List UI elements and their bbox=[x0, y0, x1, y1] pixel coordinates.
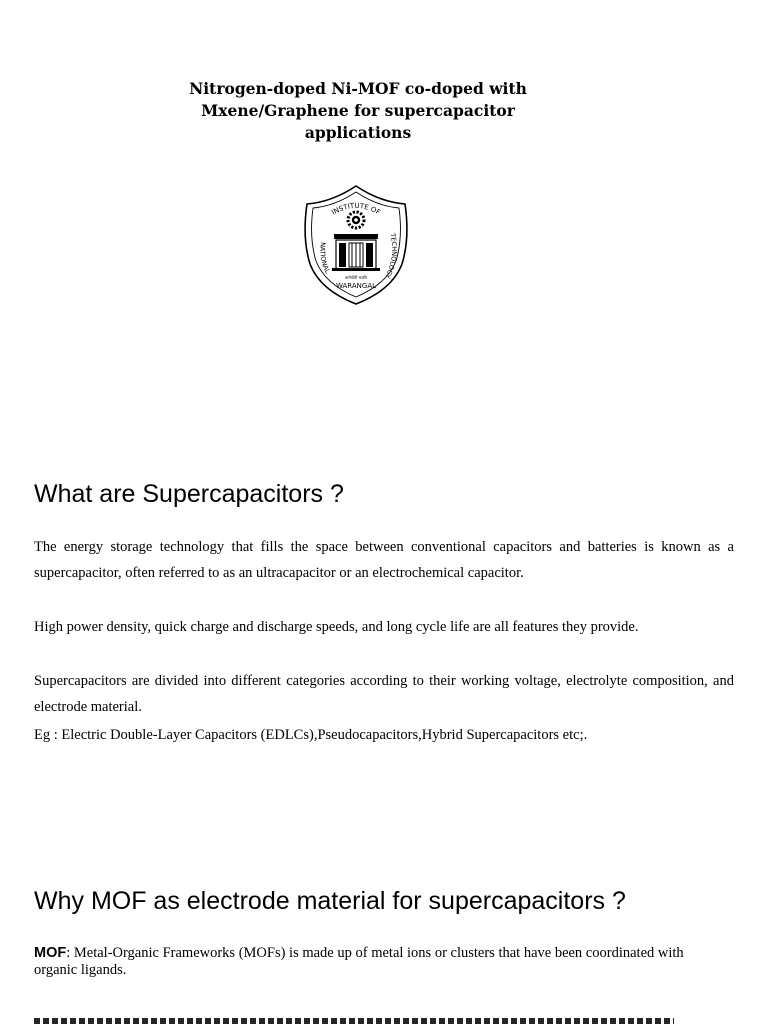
paragraph-features: High power density, quick charge and discharge speeds, and long cycle life are all features they provide. bbox=[34, 619, 639, 635]
title-line-1: Nitrogen-doped Ni-MOF co-doped with bbox=[189, 79, 527, 98]
mof-definition-text: : Metal-Organic Frameworks (MOFs) is made up of metal ions or clusters that have been coordinated with organic ligands. bbox=[34, 945, 684, 978]
logo-top-text: INSTITUTE OF bbox=[330, 201, 382, 217]
title-line-3: applications bbox=[304, 123, 412, 142]
shield-emblem-icon bbox=[302, 182, 410, 306]
paragraph-definition: The energy storage technology that fills the space between conventional capacitors and batteries is known as a supercapacitor, often referred to as an ultracapacitor or an electrochemical capacitor. bbox=[34, 539, 734, 581]
title-line-2: Mxene/Graphene for supercapacitor bbox=[201, 101, 515, 120]
logo-bottom-text: WARANGAL bbox=[335, 282, 377, 290]
paragraph-mof-definition bbox=[34, 945, 724, 979]
section-heading-supercapacitors: What are Supercapacitors ? bbox=[34, 480, 344, 508]
next-line-cut-off bbox=[34, 1018, 674, 1024]
section-heading-mof: Why MOF as electrode material for supercapacitors ? bbox=[34, 887, 626, 915]
document-title bbox=[0, 78, 716, 144]
logo-right-text: TECHNOLOGY bbox=[383, 232, 399, 280]
logo-left-text: NATIONAL bbox=[318, 241, 332, 275]
paragraph-examples: Eg : Electric Double-Layer Capacitors (EDLCs),Pseudocapacitors,Hybrid Supercapacitors etc;. bbox=[34, 727, 588, 743]
mof-term: MOF bbox=[34, 945, 67, 961]
logo-motto: कर्मयोगी भवति bbox=[345, 275, 367, 280]
paragraph-categories: Supercapacitors are divided into different categories according to their working voltage, electrolyte composition, and electrode material. bbox=[34, 673, 734, 715]
institute-logo bbox=[302, 182, 410, 306]
